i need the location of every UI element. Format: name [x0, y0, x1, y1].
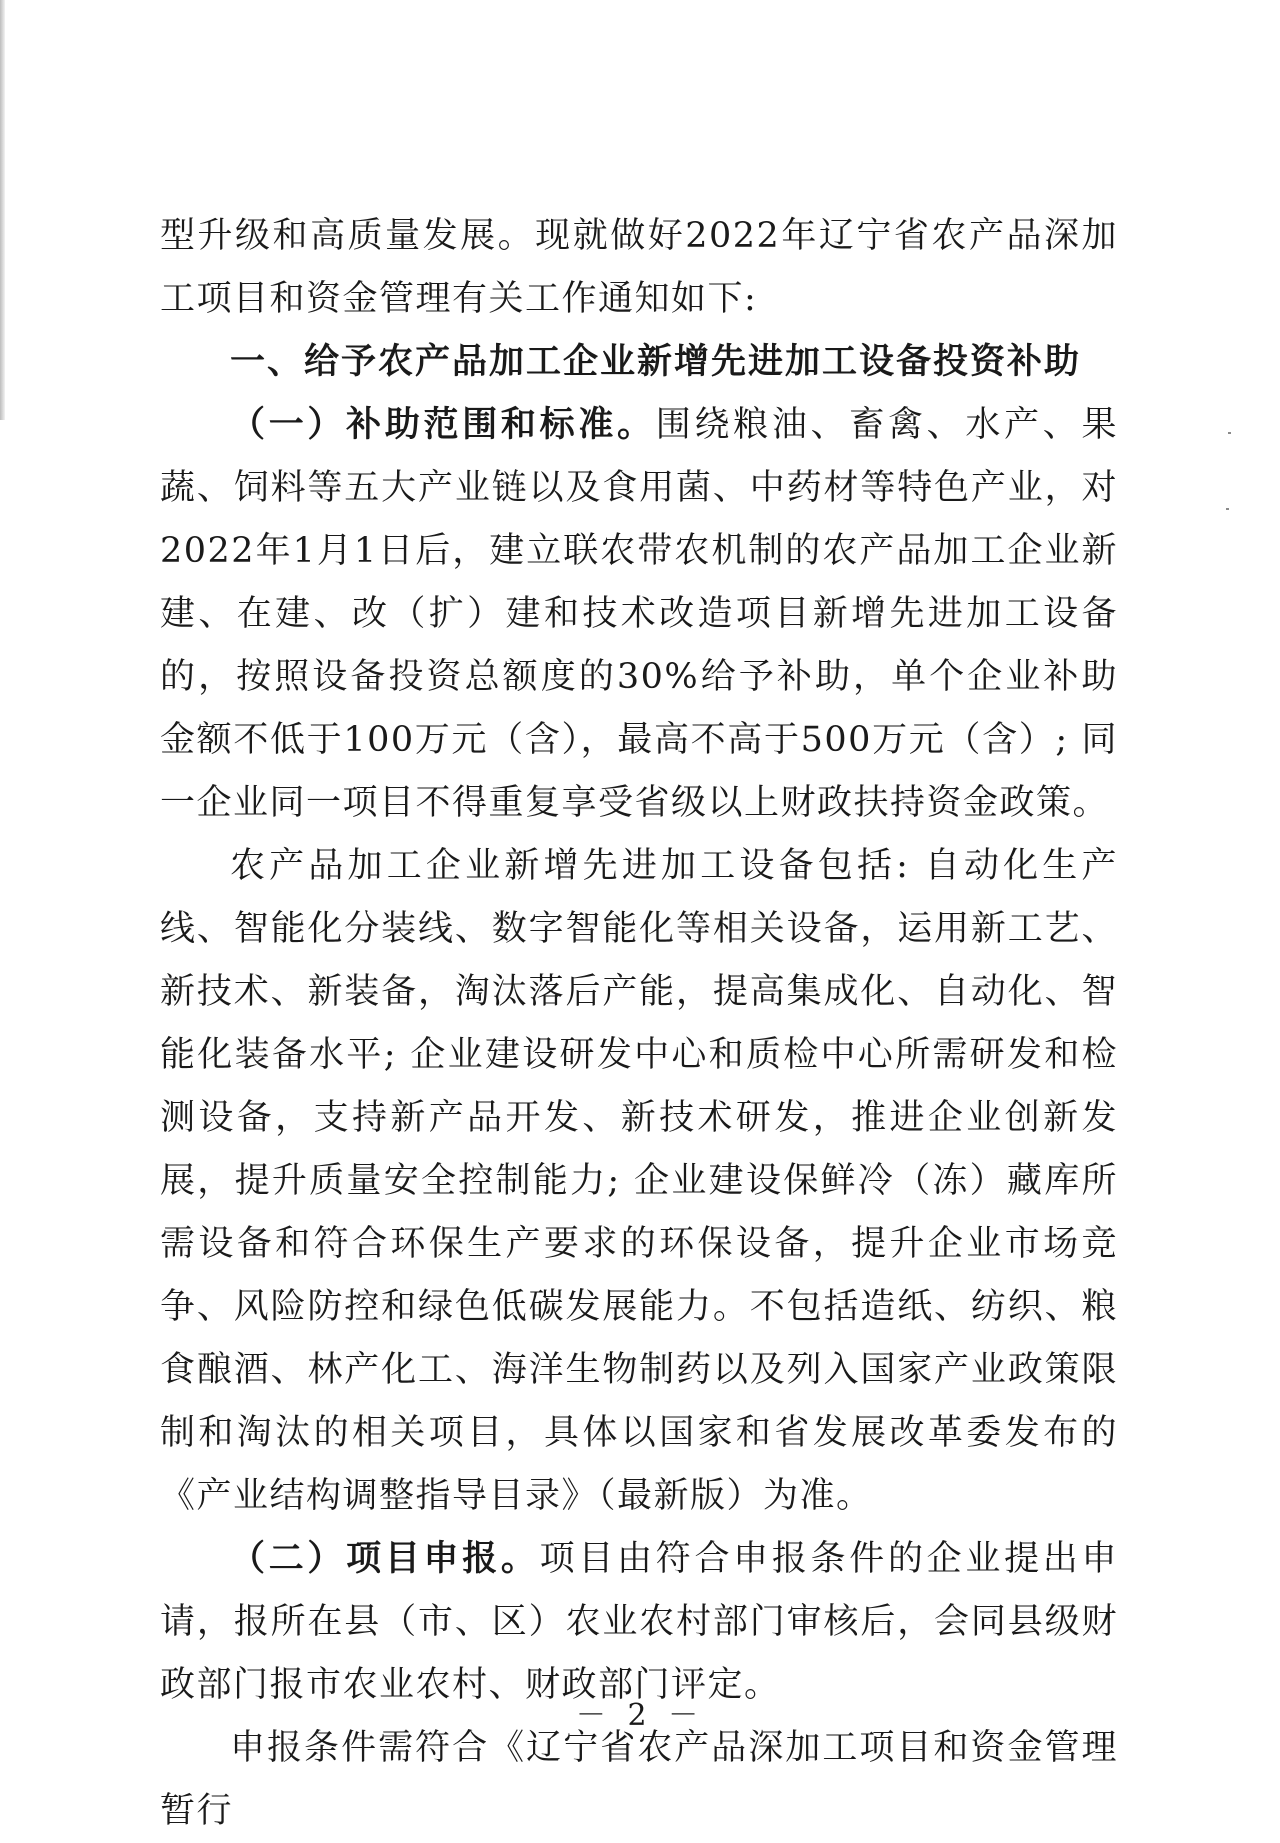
subsection-two-title: （二）项目申报。 [230, 1539, 540, 1579]
document-page [160, 205, 1118, 1843]
page-number: － 2 － [575, 1698, 705, 1733]
scan-speck [1226, 508, 1229, 510]
subsection-two-body: 项目由符合申报条件的企业提出申请，报所在县（市、区）农业农村部门审核后，会同县级财政部门报市农业农村、财政部门评定。 [160, 1539, 1118, 1705]
scan-speck [1228, 432, 1231, 434]
section-heading: 一、给予农产品加工企业新增先进加工设备投资补助 [230, 342, 1082, 382]
last-paragraph: 申报条件需符合《辽宁省农产品深加工项目和资金管理暂行 [160, 1728, 1118, 1831]
scan-edge-shadow [0, 0, 5, 420]
equipment-paragraph: 农产品加工企业新增先进加工设备包括: 自动化生产线、智能化分装线、数字智能化等相关设备，运用新工艺、新技术、新装备，淘汰落后产能，提高集成化、自动化、智能化装备水平; 企业建设研发中心和质检中心所需研发和检测设备，支持新产品开发、新技术研发，推进企业创新发展，提升质量安全控制能力; 企业建设保鲜冷（冻）藏库所需设备和符合环保生产要求的环保设备，提升企业市场竞争、风险防控和绿色低碳发展能力。不包括造纸、纺织、粮食酿酒、林产化工、海洋生物制药以及列入国家产业政策限制和淘汰的相关项目，具体以国家和省发展改革委发布的《产业结构调整指导目录》（最新版）为准。 [160, 846, 1118, 1516]
subsection-two-paragraph [160, 1528, 1118, 1717]
intro-paragraph: 型升级和高质量发展。现就做好2022年辽宁省农产品深加工项目和资金管理有关工作通知如下: [160, 216, 1118, 319]
subsection-one-title: （一）补助范围和标准。 [230, 405, 656, 445]
subsection-one-paragraph [160, 394, 1118, 835]
subsection-one-body: 围绕粮油、畜禽、水产、果蔬、饲料等五大产业链以及食用菌、中药材等特色产业，对2022年1月1日后，建立联农带农机制的农产品加工企业新建、在建、改（扩）建和技术改造项目新增先进加工设备的，按照设备投资总额度的30%给予补助，单个企业补助金额不低于100万元（含），最高不高于500万元（含）; 同一企业同一项目不得重复享受省级以上财政扶持资金政策。 [160, 405, 1118, 823]
